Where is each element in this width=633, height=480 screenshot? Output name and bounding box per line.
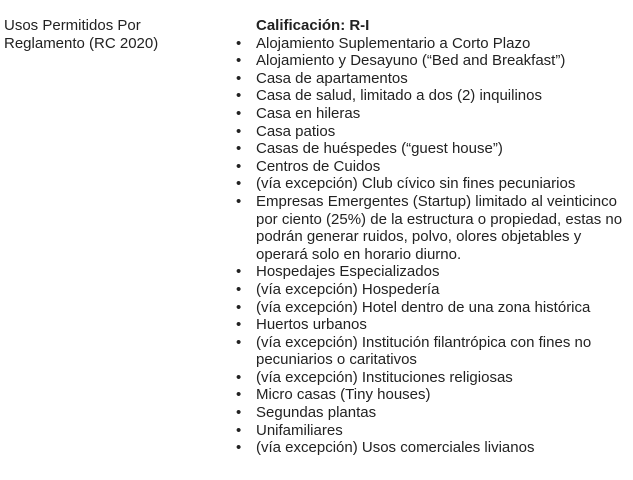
list-item bbox=[236, 123, 626, 141]
list-item bbox=[236, 140, 626, 158]
list-item bbox=[236, 263, 626, 281]
permitted-uses-list bbox=[236, 35, 626, 457]
list-item bbox=[236, 105, 626, 123]
bullet-icon: • bbox=[236, 69, 242, 87]
list-item-text: Hospedajes Especializados bbox=[256, 263, 440, 281]
list-item bbox=[236, 175, 626, 193]
list-item-text: Unifamiliares bbox=[256, 421, 343, 439]
list-item-text: (vía excepción) Hospedería bbox=[256, 280, 440, 298]
list-item-text: Alojamiento Suplementario a Corto Plazo bbox=[256, 34, 531, 52]
bullet-icon: • bbox=[236, 316, 242, 334]
list-item bbox=[236, 299, 626, 317]
list-item bbox=[236, 439, 626, 457]
list-item-text: (vía excepción) Hotel dentro de una zona histórica bbox=[256, 298, 591, 316]
permitted-uses-label: Usos Permitidos Por Reglamento (RC 2020) bbox=[4, 17, 159, 52]
bullet-icon: • bbox=[236, 386, 242, 404]
list-item bbox=[236, 158, 626, 176]
bullet-icon: • bbox=[236, 140, 242, 158]
bullet-icon: • bbox=[236, 87, 242, 105]
list-item bbox=[236, 281, 626, 299]
bullet-icon: • bbox=[236, 157, 242, 175]
bullet-icon: • bbox=[236, 122, 242, 140]
bullet-icon: • bbox=[236, 175, 242, 193]
list-item-text: Micro casas (Tiny houses) bbox=[256, 386, 431, 404]
bullet-icon: • bbox=[236, 298, 242, 316]
list-item bbox=[236, 404, 626, 422]
list-item bbox=[236, 316, 626, 334]
list-item bbox=[236, 70, 626, 88]
bullet-icon: • bbox=[236, 421, 242, 439]
list-item-text: Centros de Cuidos bbox=[256, 157, 381, 175]
list-item bbox=[236, 334, 626, 369]
bullet-icon: • bbox=[236, 52, 242, 70]
list-item-text: Casa de salud, limitado a dos (2) inquilinos bbox=[256, 87, 542, 105]
list-item bbox=[236, 52, 626, 70]
list-item bbox=[236, 422, 626, 440]
list-item bbox=[236, 193, 626, 263]
list-item bbox=[236, 369, 626, 387]
list-item-text: Segundas plantas bbox=[256, 404, 377, 422]
list-item-text: Alojamiento y Desayuno (“Bed and Breakfast”) bbox=[256, 52, 566, 70]
bullet-icon: • bbox=[236, 439, 242, 457]
zoning-section bbox=[236, 17, 626, 457]
bullet-icon: • bbox=[236, 404, 242, 422]
list-item-text: Empresas Emergentes (Startup) limitado al veinticinco por ciento (25%) de la estructura o propiedad, estas no podrán generar ruidos, polvo, olores objetables y operará solo en horario diurno. bbox=[256, 192, 623, 263]
list-item-text: Casas de huéspedes (“guest house”) bbox=[256, 140, 503, 158]
list-item-text: Casa en hileras bbox=[256, 104, 361, 122]
list-item bbox=[236, 87, 626, 105]
list-item-text: (vía excepción) Instituciones religiosas bbox=[256, 368, 513, 386]
bullet-icon: • bbox=[236, 263, 242, 281]
list-item bbox=[236, 35, 626, 53]
bullet-icon: • bbox=[236, 280, 242, 298]
bullet-icon: • bbox=[236, 192, 242, 210]
list-item-text: Casa de apartamentos bbox=[256, 69, 408, 87]
list-item-text: Casa patios bbox=[256, 122, 336, 140]
bullet-icon: • bbox=[236, 34, 242, 52]
list-item-text: (vía excepción) Club cívico sin fines pecuniarios bbox=[256, 175, 576, 193]
zoning-heading: Calificación: R-I bbox=[256, 17, 370, 34]
list-item-text: Huertos urbanos bbox=[256, 316, 367, 334]
list-item bbox=[236, 386, 626, 404]
bullet-icon: • bbox=[236, 368, 242, 386]
list-item-text: (vía excepción) Usos comerciales livianos bbox=[256, 439, 535, 457]
list-item-text: (vía excepción) Institución filantrópica con fines no pecuniarios o caritativos bbox=[256, 333, 592, 369]
bullet-icon: • bbox=[236, 333, 242, 351]
bullet-icon: • bbox=[236, 104, 242, 122]
